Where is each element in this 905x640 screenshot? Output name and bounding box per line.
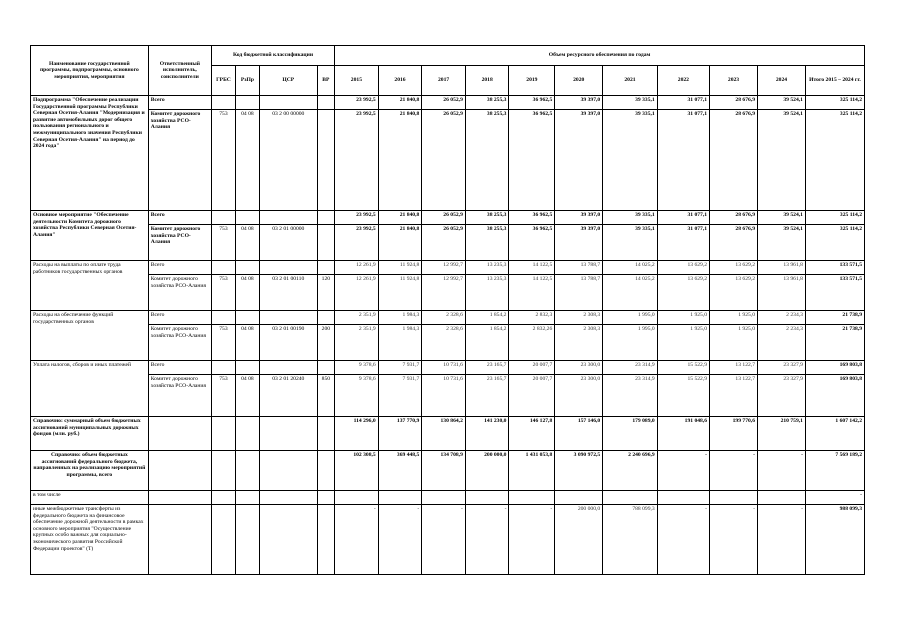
value-cell: 14 122,5 [509,275,555,311]
value-cell: 1 925,0 [657,311,709,325]
value-cell: 102 308,5 [335,451,379,491]
code-cell-empty [259,451,317,491]
row-name: Расходы на обеспечение функций государственных органов [31,311,149,361]
value-cell: 1 925,0 [710,325,758,361]
executor-cell: Всего [148,361,211,375]
value-cell: 141 230,0 [465,417,509,451]
value-cell: 39 397,0 [555,96,603,110]
code-cell-empty [235,505,259,575]
row-name: Справочно: суммарный объем бюджетных ассигнований муниципальных дорожных фондов (млн. руб.) [31,417,149,451]
grbs-cell: 753 [211,110,235,211]
value-cell: 21 840,8 [378,225,422,261]
code-cell-empty [259,505,317,575]
code-cell-empty [259,311,317,325]
value-cell: - [509,505,555,575]
value-cell: 2 240 696,9 [603,451,658,491]
value-cell: 15 522,9 [657,361,709,375]
value-cell: 1 925,0 [710,311,758,325]
value-cell: 788 099,3 [603,505,658,575]
value-cell [378,491,422,505]
code-cell-empty [317,505,334,575]
code-cell-empty [259,261,317,275]
value-cell: 11 924,8 [378,261,422,275]
rzpr-cell: 04 08 [235,325,259,361]
value-cell: 137 770,9 [378,417,422,451]
rzpr-cell: 04 08 [235,225,259,261]
value-cell: 28 676,9 [710,211,758,225]
executor-cell-empty [148,505,211,575]
executor-cell: Всего [148,96,211,110]
value-cell: - [422,505,466,575]
value-cell: 199 770,6 [710,417,758,451]
value-cell: 39 335,1 [603,96,658,110]
csr-cell: 03 2 00 00000 [259,110,317,211]
header-year: Итого 2015 – 2024 гг. [805,66,864,96]
code-cell-empty [317,311,334,325]
value-cell: 23 300,0 [555,375,603,417]
value-cell: 169 803,8 [805,361,864,375]
value-cell: 13 629,2 [710,261,758,275]
header-year: 2022 [657,66,709,96]
value-cell: 39 335,1 [603,211,658,225]
executor-cell: Комитет дорожного хозяйства РСО-Алания [148,375,211,417]
value-cell: 21 840,8 [378,96,422,110]
value-cell: 23 992,5 [335,225,379,261]
table-row [31,275,865,311]
value-cell: - [335,505,379,575]
csr-cell: 03 2 01 00110 [259,275,317,311]
value-cell: 3 090 972,5 [555,451,603,491]
value-cell [603,491,658,505]
header-volume: Объем ресурсного обеспечения по годам [335,46,865,66]
value-cell: 13 235,3 [465,275,509,311]
value-cell: 23 314,9 [603,375,658,417]
header-name: Наименование государственной программы, подпрограммы, основного мероприятия, мероприятия [31,46,149,96]
value-cell: 39 524,1 [757,110,805,211]
value-cell: 9 378,6 [335,361,379,375]
value-cell: 23 992,5 [335,96,379,110]
code-cell-empty [259,417,317,451]
code-cell-empty [211,361,235,375]
value-cell: 13 122,7 [710,375,758,417]
value-cell: 2 832,3 [509,311,555,325]
header-year: 2018 [465,66,509,96]
code-cell-empty [211,211,235,225]
value-cell: 146 127,8 [509,417,555,451]
value-cell: 2 351,9 [335,325,379,361]
value-cell: - [378,505,422,575]
value-cell: 325 114,2 [805,96,864,110]
value-cell: 14 025,2 [603,275,658,311]
header-year: 2016 [378,66,422,96]
code-cell-empty [235,417,259,451]
header-year: 2015 [335,66,379,96]
value-cell: 2 308,3 [555,325,603,361]
value-cell: 1 995,0 [603,311,658,325]
code-cell-empty [317,211,334,225]
value-cell [335,491,379,505]
value-cell: 325 114,2 [805,211,864,225]
code-cell-empty [211,96,235,110]
value-cell: - [465,505,509,575]
value-cell: 23 165,7 [465,375,509,417]
resource-table [30,45,865,575]
value-cell [555,491,603,505]
value-cell: 179 089,0 [603,417,658,451]
value-cell: 21 840,8 [378,211,422,225]
rzpr-cell: 04 08 [235,110,259,211]
vr-cell: 850 [317,375,334,417]
code-cell-empty [235,361,259,375]
executor-cell: Всего [148,261,211,275]
value-cell: 23 165,7 [465,361,509,375]
value-cell: 2 328,6 [422,325,466,361]
value-cell: - [757,451,805,491]
csr-cell: 03 2 01 00000 [259,225,317,261]
vr-cell [317,110,334,211]
value-cell: 38 255,3 [465,96,509,110]
vr-cell [317,225,334,261]
value-cell: 7 569 189,2 [805,451,864,491]
value-cell: 1 854,2 [465,311,509,325]
value-cell: 134 708,9 [422,451,466,491]
table-row [31,361,865,375]
code-cell-empty [259,491,317,505]
value-cell: 39 524,1 [757,211,805,225]
value-cell: 1 984,3 [378,325,422,361]
csr-cell: 03 2 01 00190 [259,325,317,361]
value-cell [422,491,466,505]
value-cell: 169 803,8 [805,375,864,417]
value-cell: 26 052,9 [422,225,466,261]
value-cell: 191 048,6 [657,417,709,451]
value-cell: 13 629,2 [710,275,758,311]
code-cell-empty [259,96,317,110]
value-cell: 13 788,7 [555,261,603,275]
value-cell: 2 234,3 [757,325,805,361]
value-cell: 157 146,0 [555,417,603,451]
value-cell: 13 961,8 [757,275,805,311]
table-row [31,225,865,261]
value-cell: 31 077,1 [657,96,709,110]
table-row [31,375,865,417]
header-col: ГРБС [211,66,235,96]
value-cell: 10 731,6 [422,361,466,375]
value-cell: 39 524,1 [757,96,805,110]
code-cell-empty [317,96,334,110]
value-cell: 36 962,5 [509,110,555,211]
value-cell [710,491,758,505]
table-row [31,417,865,451]
table-row [31,261,865,275]
value-cell: 369 448,5 [378,451,422,491]
value-cell: 23 327,9 [757,361,805,375]
value-cell: 2 308,3 [555,311,603,325]
value-cell: 20 007,7 [509,375,555,417]
value-cell: 1 984,3 [378,311,422,325]
value-cell: 12 992,7 [422,275,466,311]
value-cell: - [710,451,758,491]
value-cell: 1 854,2 [465,325,509,361]
value-cell: 13 788,7 [555,275,603,311]
value-cell: 21 738,9 [805,311,864,325]
value-cell: - [657,505,709,575]
value-cell: - [657,451,709,491]
value-cell: 38 255,3 [465,211,509,225]
code-cell-empty [211,451,235,491]
header-year: 2020 [555,66,603,96]
header-year: 2024 [757,66,805,96]
value-cell: 26 052,9 [422,96,466,110]
row-name: Уплата налогов, сборов и иных платежей [31,361,149,417]
value-cell: 1 431 053,8 [509,451,555,491]
value-cell: 325 114,2 [805,225,864,261]
row-name: иные межбюджетные трансферты из федерального бюджета на финансовое обеспечение дорожной деятельности в рамках основного мероприятия "Осуществление крупных особо важных для социально-экономического развития Российской Федерации проектов" (Т) [31,505,149,575]
value-cell: 36 962,5 [509,225,555,261]
header-year: 2017 [422,66,466,96]
value-cell: 12 992,7 [422,261,466,275]
code-cell-empty [235,491,259,505]
value-cell [757,491,805,505]
value-cell: 210 759,1 [757,417,805,451]
value-cell: 1 607 142,2 [805,417,864,451]
header-col: ЦСР [259,66,317,96]
table-row [31,505,865,575]
value-cell: 2 832,26 [509,325,555,361]
header-col: РзПр [235,66,259,96]
code-cell-empty [211,261,235,275]
value-cell: 26 052,9 [422,110,466,211]
header-code: Код бюджетной классификации [211,46,334,66]
value-cell: 2 351,9 [335,311,379,325]
value-cell: 23 327,9 [757,375,805,417]
value-cell: 26 052,9 [422,211,466,225]
code-cell-empty [211,491,235,505]
code-cell-empty [211,505,235,575]
value-cell: 12 261,9 [335,275,379,311]
value-cell: 13 122,7 [710,361,758,375]
table-row [31,311,865,325]
value-cell: 133 571,5 [805,275,864,311]
value-cell: 36 962,5 [509,211,555,225]
code-cell-empty [259,361,317,375]
header-executor: Ответственный исполнитель, соисполнители [148,46,211,96]
grbs-cell: 753 [211,275,235,311]
value-cell: 13 961,8 [757,261,805,275]
value-cell: 2 328,6 [422,311,466,325]
value-cell: 31 077,1 [657,225,709,261]
executor-cell: Комитет дорожного хозяйства РСО-Алания [148,275,211,311]
code-cell-empty [317,361,334,375]
value-cell: 14 025,2 [603,261,658,275]
value-cell: 21 738,9 [805,325,864,361]
value-cell: 38 255,3 [465,110,509,211]
table-row [31,451,865,491]
value-cell: 1 925,0 [657,325,709,361]
csr-cell: 03 2 01 20240 [259,375,317,417]
value-cell: 39 524,1 [757,225,805,261]
table-row [31,110,865,211]
value-cell: 325 114,2 [805,110,864,211]
budget-table-page [30,45,865,575]
code-cell-empty [211,311,235,325]
value-cell: 13 235,3 [465,261,509,275]
value-cell [465,491,509,505]
value-cell: 133 571,5 [805,261,864,275]
executor-cell: Комитет дорожного хозяйства РСО-Алания [148,110,211,211]
value-cell: 11 924,8 [378,275,422,311]
value-cell: 7 931,7 [378,361,422,375]
header-col: ВР [317,66,334,96]
header-year: 2021 [603,66,658,96]
vr-cell: 120 [317,275,334,311]
rzpr-cell: 04 08 [235,375,259,417]
vr-cell: 200 [317,325,334,361]
value-cell: 7 931,7 [378,375,422,417]
code-cell-empty [317,491,334,505]
row-name: в том числе [31,491,149,505]
value-cell [657,491,709,505]
value-cell: 21 840,8 [378,110,422,211]
code-cell-empty [259,211,317,225]
value-cell: 28 676,9 [710,110,758,211]
table-row [31,211,865,225]
code-cell-empty [317,417,334,451]
code-cell-empty [317,451,334,491]
executor-cell-empty [148,451,211,491]
value-cell: 39 397,0 [555,211,603,225]
code-cell-empty [235,451,259,491]
grbs-cell: 753 [211,225,235,261]
value-cell: 23 314,9 [603,361,658,375]
value-cell: 39 397,0 [555,225,603,261]
code-cell-empty [317,261,334,275]
code-cell-empty [235,211,259,225]
value-cell: 39 335,1 [603,110,658,211]
value-cell: 38 255,3 [465,225,509,261]
value-cell: 12 261,9 [335,261,379,275]
value-cell: 13 629,2 [657,261,709,275]
row-name: Подпрограмма "Обеспечение реализации Государственной программы Республики Северная Осетия-Алания "Модернизация и развитие автомобильных дорог общего пользования регионального и межмуниципального значения Республики Северная Осетия-Алания" на период до 2024 года" [31,96,149,211]
grbs-cell: 753 [211,375,235,417]
value-cell: 39 335,1 [603,225,658,261]
header-year: 2023 [710,66,758,96]
value-cell: 114 296,0 [335,417,379,451]
value-cell: 988 099,3 [805,505,864,575]
value-cell: 31 077,1 [657,110,709,211]
value-cell: 36 962,5 [509,96,555,110]
value-cell: 23 300,0 [555,361,603,375]
value-cell: 10 731,6 [422,375,466,417]
value-cell: 200 000,0 [555,505,603,575]
grbs-cell: 753 [211,325,235,361]
value-cell: 28 676,9 [710,225,758,261]
executor-cell-empty [148,417,211,451]
value-cell: 130 864,2 [422,417,466,451]
value-cell: 31 077,1 [657,211,709,225]
executor-cell: Комитет дорожного хозяйства РСО-Алания [148,325,211,361]
executor-cell: Всего [148,311,211,325]
header-year: 2019 [509,66,555,96]
executor-cell: Всего [148,211,211,225]
value-cell: 23 992,5 [335,110,379,211]
value-cell: 15 522,9 [657,375,709,417]
row-name: Основное мероприятие "Обеспечение деятельности Комитета дорожного хозяйства Республики Северная Осетия-Алания" [31,211,149,261]
value-cell: 200 000,0 [465,451,509,491]
code-cell-empty [235,96,259,110]
value-cell: 23 992,5 [335,211,379,225]
value-cell: 39 397,0 [555,110,603,211]
executor-cell: Комитет дорожного хозяйства РСО-Алания [148,225,211,261]
value-cell: 28 676,9 [710,96,758,110]
executor-cell-empty [148,491,211,505]
value-cell: - [710,505,758,575]
value-cell [509,491,555,505]
row-name: Расходы на выплаты по оплате труда работников государственных органов [31,261,149,311]
value-cell: 9 378,6 [335,375,379,417]
table-row [31,491,865,505]
table-row [31,96,865,110]
value-cell: - [805,491,864,505]
value-cell: - [757,505,805,575]
value-cell: 13 629,2 [657,275,709,311]
value-cell: 20 007,7 [509,361,555,375]
code-cell-empty [235,311,259,325]
row-name: Справочно: объем бюджетных ассигнований федерального бюджета, направленных на реализацию мероприятий программы, всего [31,451,149,491]
code-cell-empty [235,261,259,275]
value-cell: 14 122,5 [509,261,555,275]
value-cell: 2 234,3 [757,311,805,325]
table-row [31,325,865,361]
code-cell-empty [211,417,235,451]
value-cell: 1 995,0 [603,325,658,361]
rzpr-cell: 04 08 [235,275,259,311]
